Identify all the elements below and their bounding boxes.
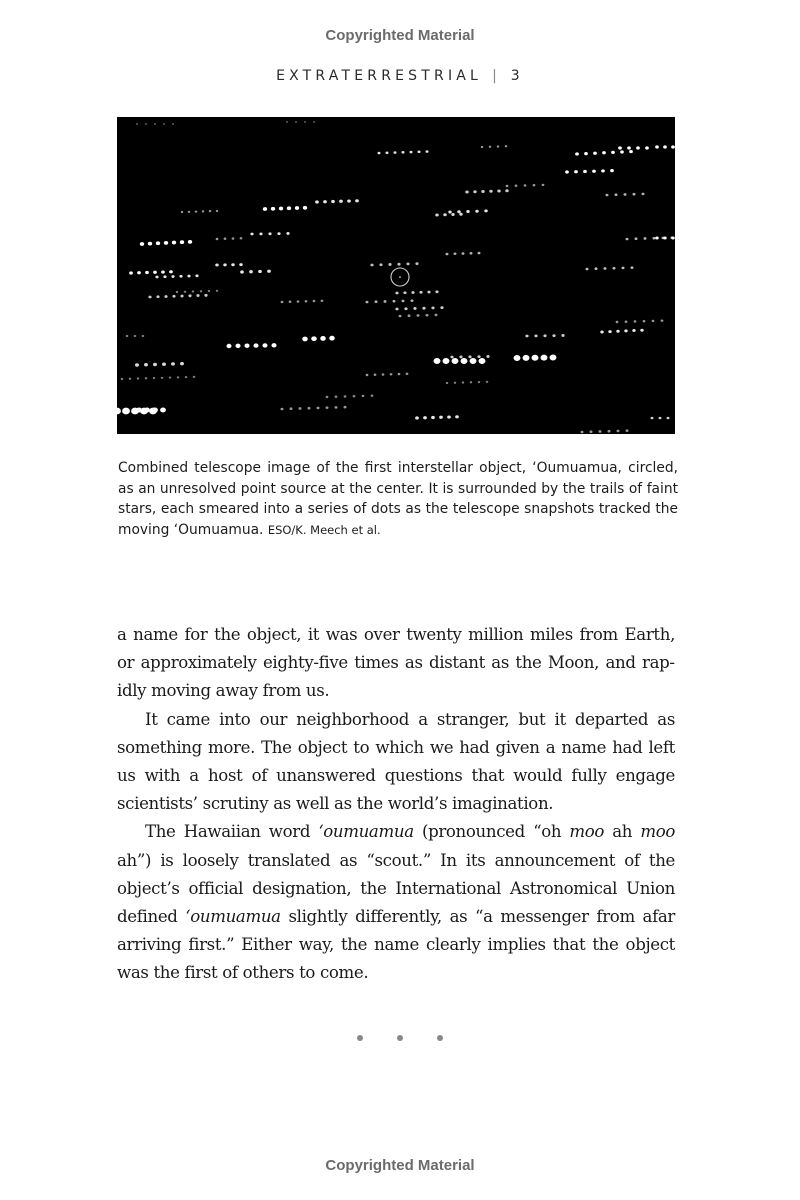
chapter-title: EXTRATERRESTRIAL bbox=[276, 68, 483, 84]
text-run: ah”) is loosely translated as “scout.” In its announcement of the object’s official designation, the International Astronomical Union defined bbox=[117, 850, 675, 927]
italic-term: moo bbox=[640, 822, 675, 842]
copyright-watermark-bottom: Copyrighted Material bbox=[325, 1157, 475, 1174]
italic-term: moo bbox=[569, 822, 605, 842]
text-run: The Hawaiian word bbox=[145, 822, 319, 842]
dot-icon bbox=[357, 1035, 363, 1041]
page-number: 3 bbox=[510, 68, 524, 84]
section-break-dots bbox=[0, 1028, 800, 1046]
italic-term: ‘oumuamua bbox=[185, 907, 281, 927]
caption-text: Combined telescope image of the first interstellar object, ‘Oumuamua, circled, as an unresolved point source at the center. It is surrounded by the trails of faint stars, each smeared into a series of dots as the telescope snapshots tracked the moving ‘Oumuamua. bbox=[118, 460, 678, 538]
dot-icon bbox=[397, 1035, 403, 1041]
italic-term: ‘oumuamua bbox=[318, 822, 414, 842]
image-credit: ESO/K. Meech et al. bbox=[267, 522, 381, 537]
telescope-image bbox=[117, 117, 675, 434]
running-head bbox=[0, 68, 800, 84]
paragraph-1: a name for the object, it was over twenty million miles from Earth, or approximately eighty-five times as distant as the Moon, and rapidly moving away from us. bbox=[117, 625, 675, 701]
star-trails-image bbox=[117, 117, 675, 434]
body-text bbox=[117, 621, 675, 988]
text-run: ah bbox=[604, 822, 641, 842]
figure-caption bbox=[118, 458, 678, 540]
paragraph-3 bbox=[117, 818, 675, 987]
header-separator: | bbox=[492, 68, 497, 84]
copyright-watermark-top: Copyrighted Material bbox=[325, 27, 475, 44]
dot-icon bbox=[437, 1035, 443, 1041]
paragraph-2: It came into our neighborhood a stranger, but it departed as something more. The object to which we had given a name had left us with a host of unanswered questions that would fully engage scientists’ scrutiny as well as the world’s imagination. bbox=[117, 709, 675, 814]
text-run: slightly differently, as “a messenger from afar arriving first.” Either way, the name clearly implies that the object was the first of others to come. bbox=[117, 907, 676, 983]
text-run: (pronounced “oh bbox=[413, 822, 570, 842]
